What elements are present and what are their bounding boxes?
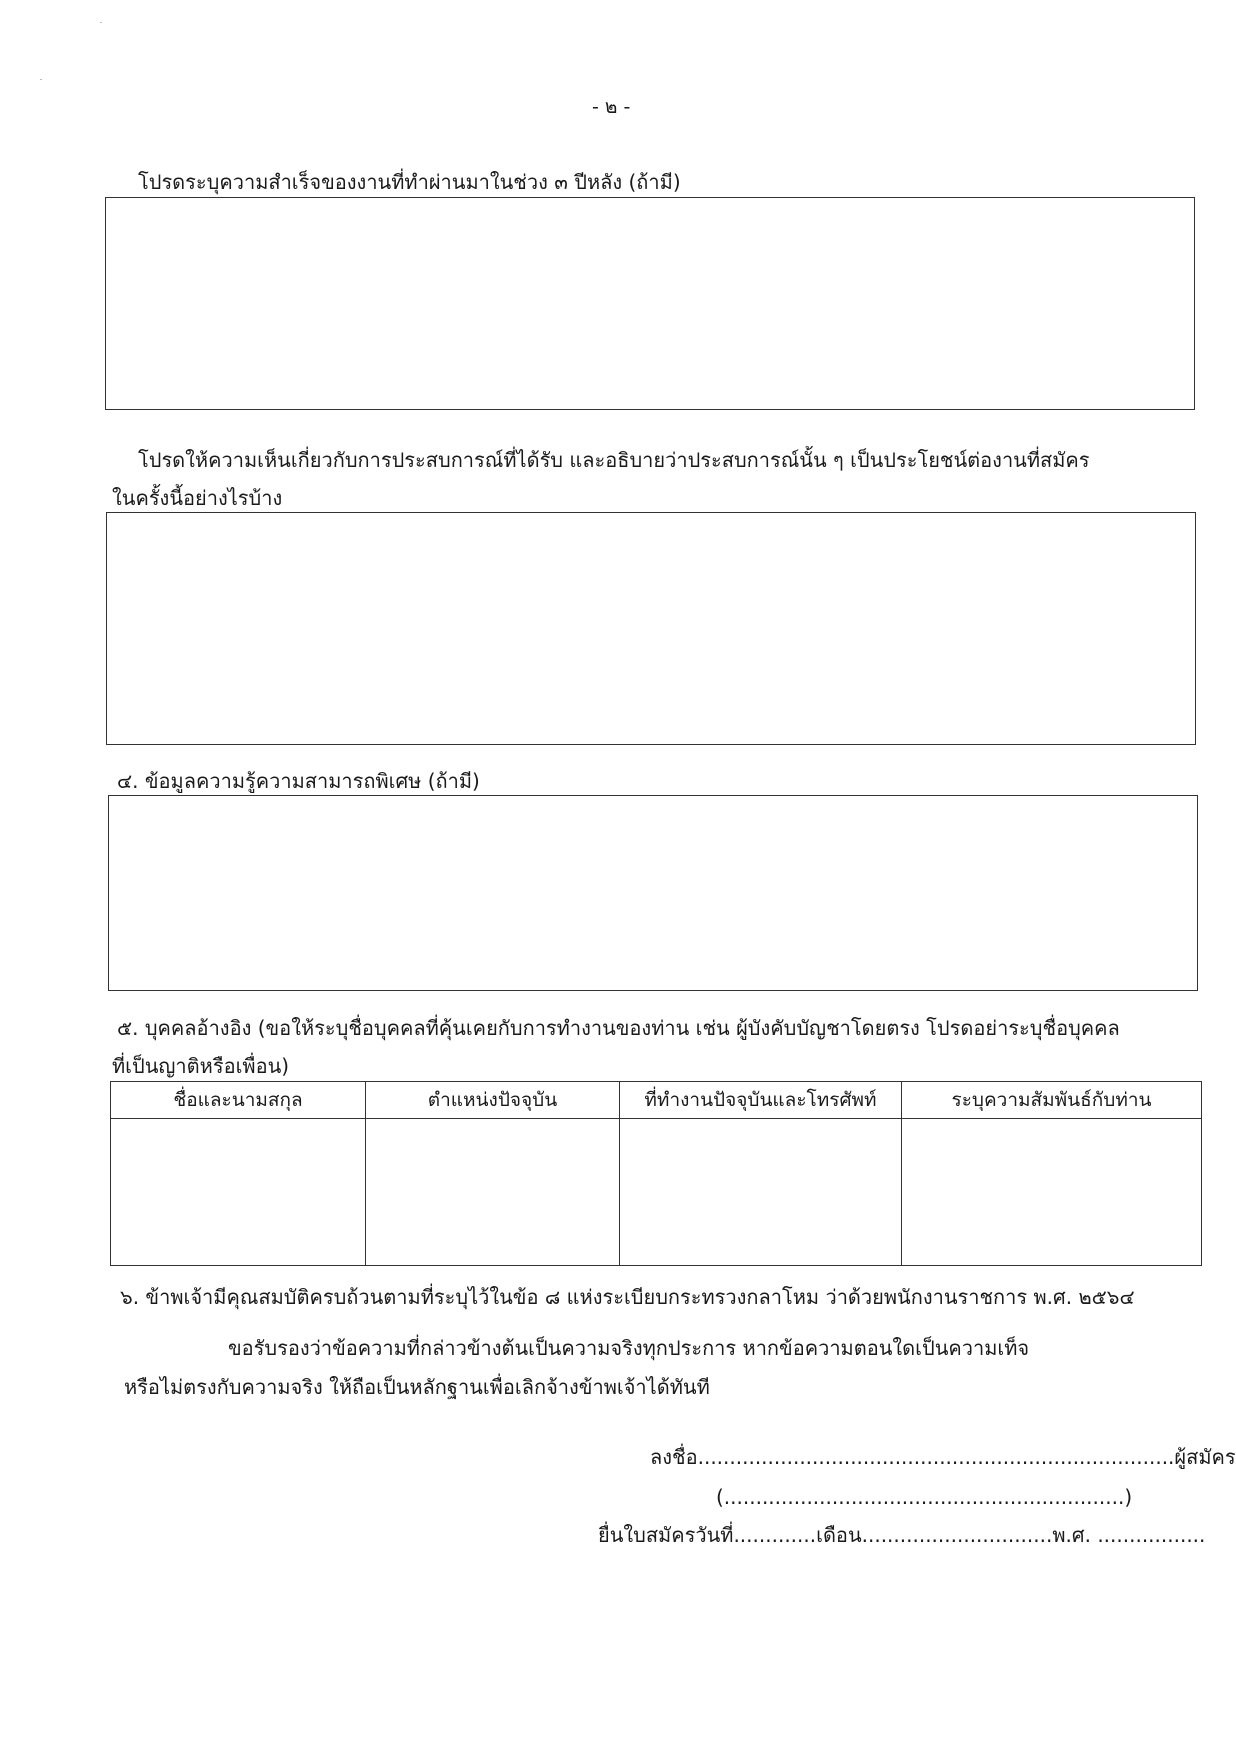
scan-speck	[40, 79, 42, 80]
special-skills-label: ๔. ข้อมูลความรู้ความสามารถพิเศษ (ถ้ามี)	[117, 769, 480, 793]
experience-answer-box[interactable]	[106, 512, 1196, 745]
reference-position-cell[interactable]	[366, 1119, 620, 1266]
references-header-row	[111, 1082, 1202, 1119]
signature-line	[650, 1445, 1236, 1469]
reference-relationship-cell[interactable]	[902, 1119, 1202, 1266]
submission-date-prefix: ยื่นใบสมัครวันที่	[598, 1523, 734, 1547]
experience-question-line2: ในครั้งนี้อย่างไรบ้าง	[112, 486, 283, 510]
page-number: - ๒ -	[592, 96, 631, 118]
year-field[interactable]: .................	[1097, 1523, 1206, 1547]
column-header-workplace-phone: ที่ทำงานปัจจุบันและโทรศัพท์	[620, 1082, 902, 1119]
special-skills-answer-box[interactable]	[108, 795, 1198, 991]
references-table	[110, 1081, 1202, 1266]
references-instruction-line1: ๕. บุคคลอ้างอิง (ขอให้ระบุชื่อบุคคลที่คุ้นเคยกับการทำงานของท่าน เช่น ผู้บังคับบัญชาโดยตรง โปรดอย่าระบุชื่อบุคคล	[117, 1016, 1120, 1040]
column-header-relationship: ระบุความสัมพันธ์กับท่าน	[902, 1082, 1202, 1119]
month-label: เดือน	[816, 1523, 862, 1547]
experience-question-line1: โปรดให้ความเห็นเกี่ยวกับการประสบการณ์ที่ได้รับ และอธิบายว่าประสบการณ์นั้น ๆ เป็นประโยชน์ต่องานที่สมัคร	[138, 448, 1090, 472]
reference-name-cell[interactable]	[111, 1119, 366, 1266]
achievements-answer-box[interactable]	[105, 197, 1195, 410]
references-instruction-line2: ที่เป็นญาติหรือเพื่อน)	[112, 1054, 290, 1078]
scan-speck	[100, 22, 102, 23]
month-field[interactable]: ..............................	[861, 1523, 1053, 1547]
certification-line2: หรือไม่ตรงกับความจริง ให้ถือเป็นหลักฐานเพื่อเลิกจ้างข้าพเจ้าได้ทันที	[124, 1375, 710, 1399]
signature-prefix: ลงชื่อ	[650, 1445, 698, 1469]
achievements-label: โปรดระบุความสำเร็จของงานที่ทำผ่านมาในช่วง ๓ ปีหลัง (ถ้ามี)	[138, 170, 681, 194]
column-header-name: ชื่อและนามสกุล	[111, 1082, 366, 1119]
certification-line1: ขอรับรองว่าข้อความที่กล่าวข้างต้นเป็นความจริงทุกประการ หากข้อความตอนใดเป็นความเท็จ	[228, 1336, 1030, 1360]
reference-workplace-phone-cell[interactable]	[620, 1119, 902, 1266]
qualification-statement: ๖. ข้าพเจ้ามีคุณสมบัติครบถ้วนตามที่ระบุไว้ในข้อ ๘ แห่งระเบียบกระทรวงกลาโหม ว่าด้วยพนักงานราชการ พ.ศ. ๒๕๖๔	[120, 1285, 1135, 1309]
table-row	[111, 1119, 1202, 1266]
year-label: พ.ศ.	[1052, 1523, 1091, 1547]
signature-suffix: ผู้สมัคร	[1174, 1445, 1236, 1469]
printed-name-field[interactable]: (...............................................................)	[716, 1485, 1133, 1509]
submission-date-line	[598, 1523, 1205, 1547]
signature-field[interactable]: ...........................................................................	[697, 1445, 1175, 1469]
day-field[interactable]: .............	[733, 1523, 817, 1547]
column-header-position: ตำแหน่งปัจจุบัน	[366, 1082, 620, 1119]
